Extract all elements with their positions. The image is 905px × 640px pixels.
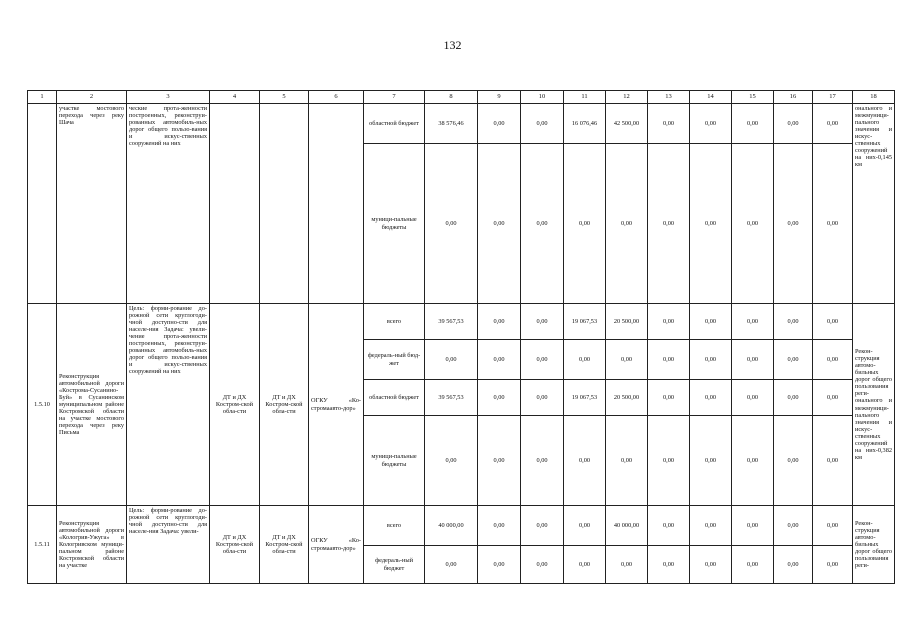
value-cell: 0,00 xyxy=(774,304,813,340)
value-cell: 0,00 xyxy=(564,506,606,546)
column-number-header: 4 xyxy=(210,91,260,104)
value-cell: 0,00 xyxy=(813,340,853,380)
column-number-header: 3 xyxy=(127,91,210,104)
funding-source-cell: всего xyxy=(364,506,425,546)
column-number-header: 11 xyxy=(564,91,606,104)
value-cell: 40 000,00 xyxy=(425,506,478,546)
funding-source-cell: всего xyxy=(364,304,425,340)
value-cell: 0,00 xyxy=(813,304,853,340)
value-cell: 0,00 xyxy=(564,340,606,380)
value-cell: 0,00 xyxy=(425,340,478,380)
value-cell: 0,00 xyxy=(690,104,732,144)
value-cell: 0,00 xyxy=(521,104,564,144)
value-cell: 0,00 xyxy=(648,506,690,546)
column-number-header: 10 xyxy=(521,91,564,104)
value-cell: 0,00 xyxy=(425,416,478,506)
column-number-header: 18 xyxy=(853,91,895,104)
value-cell: 0,00 xyxy=(813,104,853,144)
value-cell: 0,00 xyxy=(732,144,774,304)
value-cell: 0,00 xyxy=(813,546,853,584)
value-cell: 19 067,53 xyxy=(564,380,606,416)
funding-source-cell: областной бюджет xyxy=(364,380,425,416)
value-cell: 0,00 xyxy=(521,506,564,546)
value-cell: 39 567,53 xyxy=(425,304,478,340)
value-cell: 0,00 xyxy=(813,144,853,304)
customer-cell: ДТ и ДХ Костром-ской обла-сти xyxy=(210,304,260,506)
value-cell: 0,00 xyxy=(648,340,690,380)
value-cell: 0,00 xyxy=(774,416,813,506)
value-cell: 0,00 xyxy=(478,380,521,416)
value-cell: 0,00 xyxy=(425,546,478,584)
value-cell: 0,00 xyxy=(648,416,690,506)
value-cell: 0,00 xyxy=(521,340,564,380)
value-cell: 0,00 xyxy=(478,416,521,506)
column-number-header: 1 xyxy=(28,91,57,104)
value-cell: 0,00 xyxy=(478,144,521,304)
column-number-header: 14 xyxy=(690,91,732,104)
value-cell: 0,00 xyxy=(648,144,690,304)
page-number: 132 xyxy=(443,38,462,52)
executor-cell: ДТ и ДХ Костром-ской обла-сти xyxy=(260,304,309,506)
value-cell: 19 067,53 xyxy=(564,304,606,340)
customer-cell: ДТ и ДХ Костром-ской обла-сти xyxy=(210,506,260,584)
goal-cell: Цель: форми-рование до-рожной сети круглогоди-чной доступно-сти для населе-ния Задача: увели-чение прота-женности построенных, реконструи-рованных автомобиль-ных дорог общего пользо-вания и искус-ственных сооружений на них xyxy=(127,304,210,506)
value-cell: 0,00 xyxy=(690,546,732,584)
value-cell: 0,00 xyxy=(774,546,813,584)
item-name-cell: Реконструкция автомобильной дороги «Кологрив-Ужуга» в Кологривском муници-пальном районе Костромской области на участке xyxy=(57,506,127,584)
value-cell: 0,00 xyxy=(648,546,690,584)
value-cell: 0,00 xyxy=(564,416,606,506)
value-cell: 0,00 xyxy=(521,416,564,506)
value-cell: 0,00 xyxy=(690,380,732,416)
item-number-cell: 1.5.10 xyxy=(28,304,57,506)
value-cell: 0,00 xyxy=(606,416,648,506)
value-cell: 0,00 xyxy=(690,304,732,340)
result-cell: онального и межмуниципального значения и искусственных сооружений на них-0,145 км xyxy=(853,104,895,304)
column-number-header: 13 xyxy=(648,91,690,104)
table-row xyxy=(28,91,895,104)
column-number-header: 6 xyxy=(309,91,364,104)
value-cell: 20 500,00 xyxy=(606,380,648,416)
value-cell: 0,00 xyxy=(425,144,478,304)
value-cell: 0,00 xyxy=(521,546,564,584)
value-cell: 42 500,00 xyxy=(606,104,648,144)
value-cell: 0,00 xyxy=(478,506,521,546)
value-cell: 0,00 xyxy=(564,546,606,584)
goal-cell: ческие прота-женности построенных, реконструи-рованных автомобиль-ных дорог общего пользо-вания и искус-ственных сооружений на них xyxy=(127,104,210,304)
organization-cell: ОГКУ «Ко-стромаавто-дор» xyxy=(309,506,364,584)
organization-cell xyxy=(309,104,364,304)
value-cell: 0,00 xyxy=(813,380,853,416)
item-name-cell: участке мостового перехода через реку Шача xyxy=(57,104,127,304)
funding-source-cell: федераль-ный бюд-жет xyxy=(364,340,425,380)
column-number-header: 16 xyxy=(774,91,813,104)
table-row xyxy=(28,506,895,546)
result-cell: Реконструкция автомобильных дорог общего пользования регионального и межмуниципального значения и искусственных сооружений на них-0,382 км xyxy=(853,304,895,506)
value-cell: 0,00 xyxy=(648,380,690,416)
value-cell: 40 000,00 xyxy=(606,506,648,546)
column-number-header: 12 xyxy=(606,91,648,104)
table-body xyxy=(28,91,895,584)
value-cell: 0,00 xyxy=(732,416,774,506)
goal-cell: Цель: форми-рование до-рожной сети круглогоди-чной доступно-сти для населе-ния Задача: увели- xyxy=(127,506,210,584)
value-cell: 0,00 xyxy=(521,380,564,416)
value-cell: 0,00 xyxy=(774,340,813,380)
value-cell: 0,00 xyxy=(478,104,521,144)
executor-cell xyxy=(260,104,309,304)
column-number-header: 5 xyxy=(260,91,309,104)
value-cell: 0,00 xyxy=(690,144,732,304)
column-number-header: 2 xyxy=(57,91,127,104)
executor-cell: ДТ и ДХ Костром-ской обла-сти xyxy=(260,506,309,584)
value-cell: 0,00 xyxy=(606,144,648,304)
value-cell: 0,00 xyxy=(648,304,690,340)
column-number-header: 7 xyxy=(364,91,425,104)
value-cell: 0,00 xyxy=(606,340,648,380)
value-cell: 0,00 xyxy=(606,546,648,584)
item-number-cell: 1.5.11 xyxy=(28,506,57,584)
value-cell: 0,00 xyxy=(774,380,813,416)
value-cell: 39 567,53 xyxy=(425,380,478,416)
value-cell: 0,00 xyxy=(774,144,813,304)
value-cell: 0,00 xyxy=(648,104,690,144)
value-cell: 0,00 xyxy=(690,506,732,546)
table-row xyxy=(28,104,895,144)
result-cell: Реконструкция автомобильных дорог общего пользования реги- xyxy=(853,506,895,584)
item-number-cell xyxy=(28,104,57,304)
column-number-header: 17 xyxy=(813,91,853,104)
value-cell: 0,00 xyxy=(732,104,774,144)
value-cell: 0,00 xyxy=(521,304,564,340)
value-cell: 16 076,46 xyxy=(564,104,606,144)
value-cell: 0,00 xyxy=(774,104,813,144)
column-number-header: 15 xyxy=(732,91,774,104)
program-table xyxy=(27,90,895,584)
customer-cell xyxy=(210,104,260,304)
value-cell: 38 576,46 xyxy=(425,104,478,144)
funding-source-cell: муници-пальные бюджеты xyxy=(364,416,425,506)
value-cell: 0,00 xyxy=(732,506,774,546)
value-cell: 0,00 xyxy=(774,506,813,546)
column-number-header: 9 xyxy=(478,91,521,104)
value-cell: 0,00 xyxy=(478,304,521,340)
item-name-cell: Реконструкция автомобильной дороги «Кострома-Сусанино-Буй» в Сусанинском муниципальном районе Костромской области на участке мостового перехода через реку Письма xyxy=(57,304,127,506)
value-cell: 0,00 xyxy=(690,340,732,380)
value-cell: 0,00 xyxy=(732,380,774,416)
funding-source-cell: федераль-ный бюджет xyxy=(364,546,425,584)
value-cell: 0,00 xyxy=(521,144,564,304)
value-cell: 0,00 xyxy=(478,546,521,584)
value-cell: 0,00 xyxy=(732,304,774,340)
value-cell: 0,00 xyxy=(564,144,606,304)
funding-source-cell: муници-пальные бюджеты xyxy=(364,144,425,304)
value-cell: 0,00 xyxy=(813,416,853,506)
value-cell: 0,00 xyxy=(732,546,774,584)
organization-cell: ОГКУ «Ко-стромаавто-дор» xyxy=(309,304,364,506)
value-cell: 0,00 xyxy=(813,506,853,546)
value-cell: 20 500,00 xyxy=(606,304,648,340)
funding-source-cell: областной бюджет xyxy=(364,104,425,144)
value-cell: 0,00 xyxy=(732,340,774,380)
table-row xyxy=(28,304,895,340)
value-cell: 0,00 xyxy=(478,340,521,380)
column-number-header: 8 xyxy=(425,91,478,104)
value-cell: 0,00 xyxy=(690,416,732,506)
